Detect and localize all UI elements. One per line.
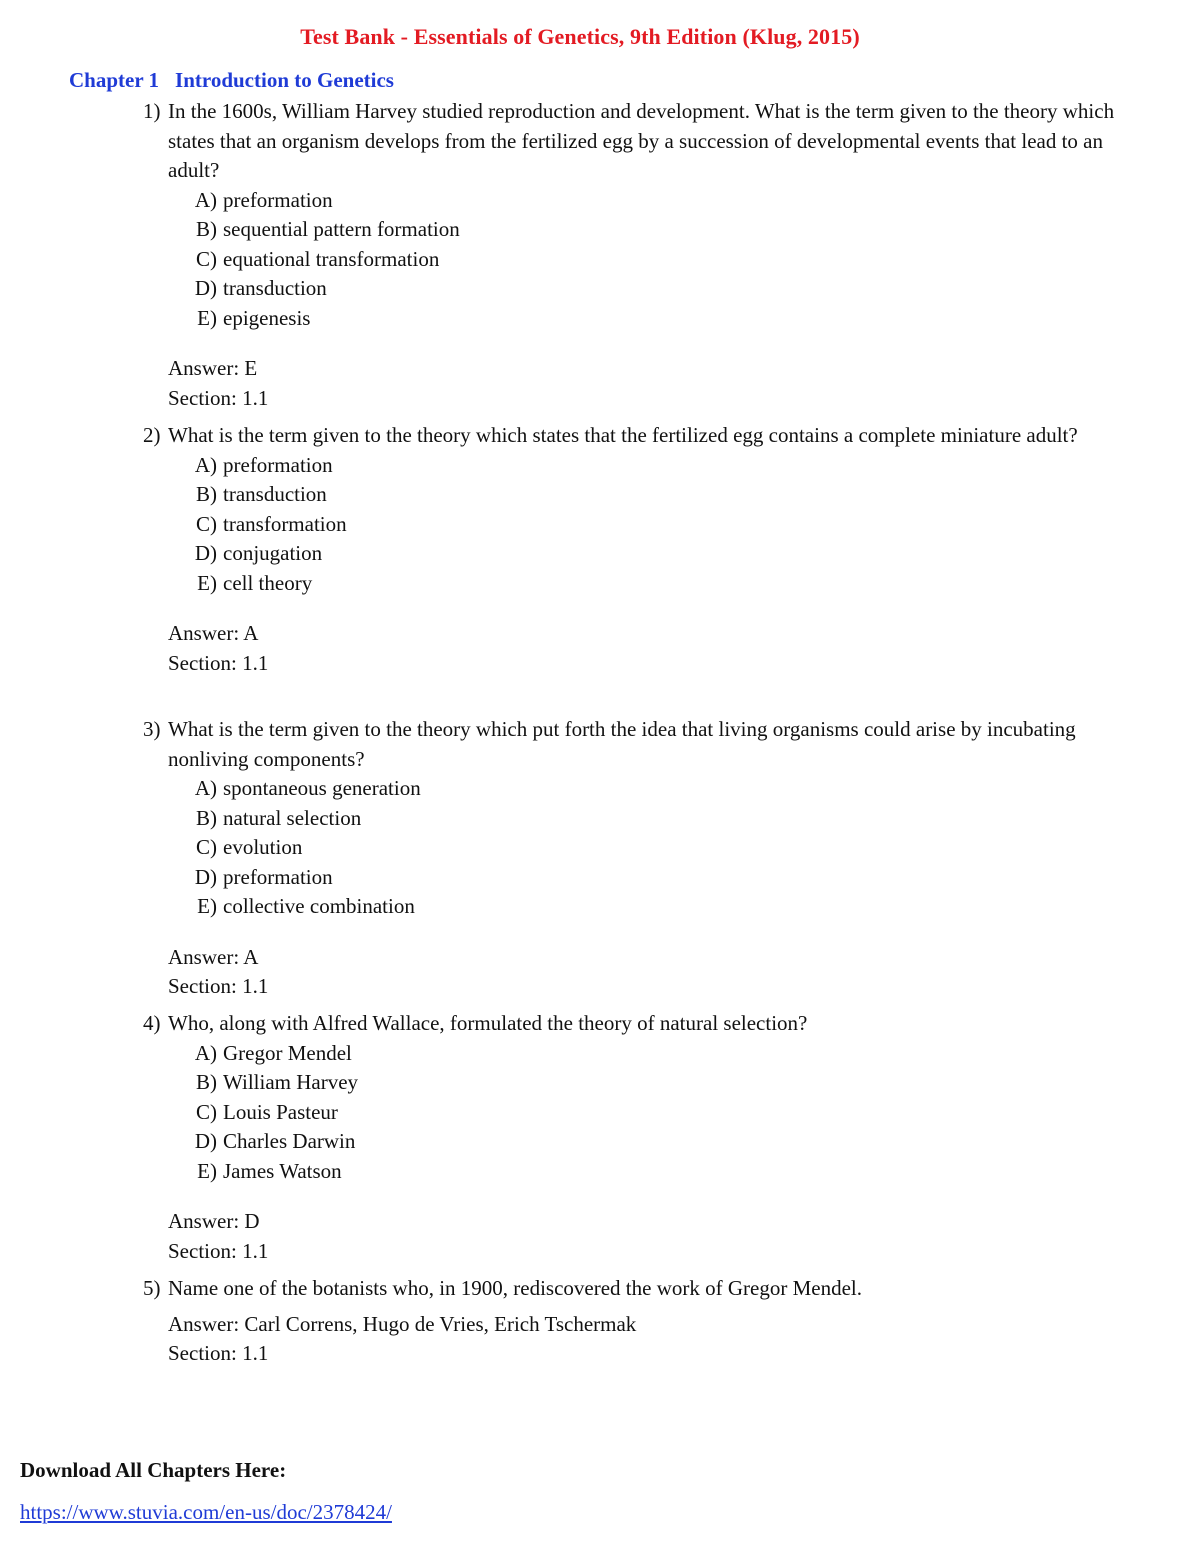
option-a <box>187 1039 1143 1069</box>
option-b <box>187 480 1143 510</box>
option-letter: C) <box>196 246 217 271</box>
option-letter: C) <box>196 1099 217 1124</box>
option-letter: E) <box>197 894 217 918</box>
option-text: Gregor Mendel <box>223 1040 352 1065</box>
section-text: Section: 1.1 <box>168 650 269 675</box>
option-b <box>187 1068 1143 1098</box>
option-b <box>187 215 1143 245</box>
question-3 <box>143 715 1143 1002</box>
option-list <box>187 186 1143 334</box>
document-title: Test Bank - Essentials of Genetics, 9th Edition (Klug, 2015) <box>300 24 860 49</box>
option-text: preformation <box>223 864 333 889</box>
answer-block <box>168 943 1143 1002</box>
question-text: Who, along with Alfred Wallace, formulated the theory of natural selection? <box>168 1011 808 1035</box>
answer-text: Answer: A <box>168 944 259 969</box>
question-number: 3) <box>143 717 161 741</box>
option-letter: B) <box>196 805 217 830</box>
option-d <box>187 863 1143 893</box>
option-text: William Harvey <box>223 1070 359 1094</box>
option-letter: D) <box>194 1129 217 1153</box>
section-text: Section: 1.1 <box>168 1238 269 1263</box>
option-letter: A) <box>194 452 217 477</box>
option-text: collective combination <box>223 894 415 918</box>
option-e <box>187 892 1143 922</box>
chapter-title: Introduction to Genetics <box>175 68 394 92</box>
answer-block <box>168 1207 1143 1266</box>
question-text: What is the term given to the theory which put forth the idea that living organisms could arise by incubating nonliving components? <box>168 717 1076 771</box>
question-number: 4) <box>143 1011 161 1035</box>
option-text: conjugation <box>223 541 323 565</box>
option-text: preformation <box>223 452 333 477</box>
option-letter: D) <box>194 864 217 889</box>
option-letter: C) <box>196 511 217 536</box>
option-letter: D) <box>194 541 217 565</box>
option-text: transformation <box>223 511 347 536</box>
option-letter: A) <box>194 776 217 800</box>
question-2 <box>143 421 1143 678</box>
section-text: Section: 1.1 <box>168 974 269 998</box>
option-letter: E) <box>197 305 217 330</box>
option-letter: E) <box>197 1158 217 1183</box>
question-text: Name one of the botanists who, in 1900, rediscovered the work of Gregor Mendel. <box>168 1276 862 1300</box>
question-text: In the 1600s, William Harvey studied reproduction and development. What is the term given to the theory which states that an organism develops from the fertilized egg by a succession of developmental events that lead to an adult? <box>168 99 1115 182</box>
option-b <box>187 804 1143 834</box>
option-letter: E) <box>197 570 217 595</box>
option-list <box>187 774 1143 922</box>
option-a <box>187 774 1143 804</box>
option-text: spontaneous generation <box>223 776 421 800</box>
section-text: Section: 1.1 <box>168 1341 269 1365</box>
answer-text: Answer: E <box>168 356 258 380</box>
option-text: preformation <box>223 187 333 212</box>
option-a <box>187 451 1143 481</box>
question-text: What is the term given to the theory which states that the fertilized egg contains a complete miniature adult? <box>168 423 1078 447</box>
option-text: cell theory <box>223 570 313 595</box>
answer-block <box>168 619 1143 678</box>
option-text: evolution <box>223 835 303 859</box>
option-text: sequential pattern formation <box>223 217 460 241</box>
download-link[interactable]: https://www.stuvia.com/en-us/doc/2378424/ <box>20 1500 392 1524</box>
answer-text: Answer: D <box>168 1209 260 1233</box>
chapter-heading <box>69 68 394 93</box>
option-letter: B) <box>196 1070 217 1094</box>
option-text: transduction <box>223 276 327 300</box>
option-a <box>187 186 1143 216</box>
answer-block <box>168 354 1143 413</box>
option-text: epigenesis <box>223 305 311 330</box>
option-text: Louis Pasteur <box>223 1099 338 1124</box>
option-letter: A) <box>194 1040 217 1065</box>
option-text: Charles Darwin <box>223 1129 356 1153</box>
question-5 <box>143 1274 1143 1369</box>
option-letter: A) <box>194 187 217 212</box>
question-number: 2) <box>143 423 161 447</box>
answer-text: Answer: Carl Correns, Hugo de Vries, Erich Tschermak <box>168 1311 637 1336</box>
option-letter: B) <box>196 217 217 241</box>
option-d <box>187 1127 1143 1157</box>
option-d <box>187 274 1143 304</box>
question-1 <box>143 97 1143 413</box>
option-letter: B) <box>196 482 217 506</box>
option-text: natural selection <box>223 805 362 830</box>
option-text: James Watson <box>223 1158 342 1183</box>
option-c <box>187 510 1143 540</box>
question-number: 1) <box>143 99 161 123</box>
option-text: equational transformation <box>223 246 440 271</box>
option-list <box>187 1039 1143 1187</box>
answer-text: Answer: A <box>168 621 259 645</box>
answer-block <box>168 1310 1143 1369</box>
option-e <box>187 304 1143 334</box>
option-letter: C) <box>196 835 217 859</box>
option-c <box>187 833 1143 863</box>
option-e <box>187 569 1143 599</box>
question-number: 5) <box>143 1276 161 1300</box>
option-letter: D) <box>194 276 217 300</box>
option-list <box>187 451 1143 599</box>
download-label: Download All Chapters Here: <box>20 1458 287 1482</box>
section-text: Section: 1.1 <box>168 385 269 410</box>
option-d <box>187 539 1143 569</box>
option-e <box>187 1157 1143 1187</box>
question-4 <box>143 1009 1143 1266</box>
chapter-number: Chapter 1 <box>69 68 160 92</box>
option-c <box>187 1098 1143 1128</box>
option-text: transduction <box>223 482 327 506</box>
option-c <box>187 245 1143 275</box>
